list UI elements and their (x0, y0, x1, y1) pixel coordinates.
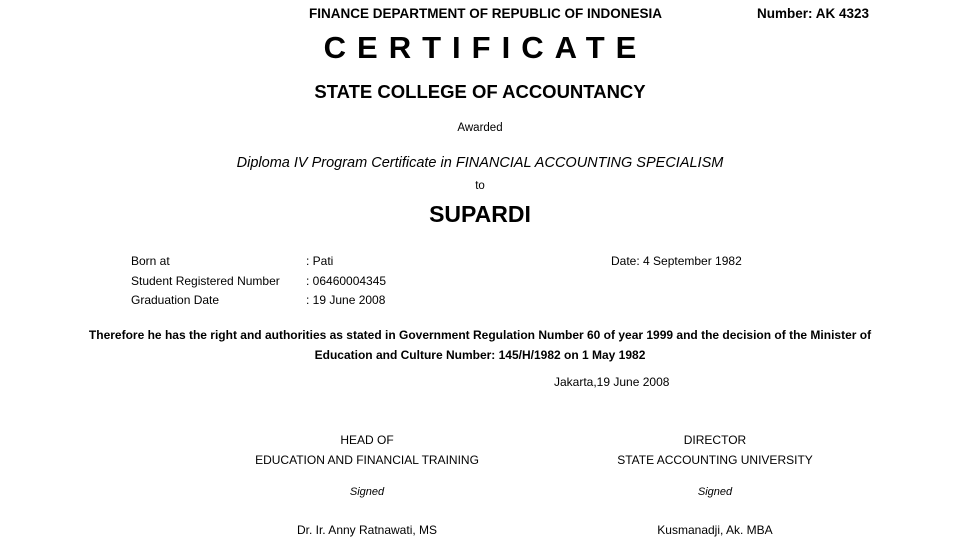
signatory-left-signature: Signed (349, 486, 385, 498)
certificate-title: CERTIFICATE (323, 30, 648, 65)
born-at-label: Born at (131, 254, 170, 268)
graduation-date-label: Graduation Date (131, 293, 220, 307)
authority-statement: Therefore he has the right and authorities as stated in Government Regulation Number 60 of year 1999 and the decision of the Minister of Education and Culture Number: 145/H/1982 on 1 May 1982 (88, 328, 872, 362)
born-at-value: : Pati (306, 254, 334, 268)
signatory-left-name: Dr. Ir. Anny Ratnawati, MS (296, 523, 438, 537)
recipient-name: SUPARDI (429, 201, 531, 227)
signatory-left-title-line1: HEAD OF (340, 433, 394, 447)
place-and-date: Jakarta,19 June 2008 (554, 375, 670, 389)
signatory-right-title-line1: DIRECTOR (683, 433, 747, 447)
program-name: Diploma IV Program Certificate in FINANCIAL ACCOUNTING SPECIALISM (236, 155, 724, 171)
signatory-right-signature: Signed (697, 486, 733, 498)
to-label: to (475, 180, 485, 192)
birth-date: Date: 4 September 1982 (611, 254, 742, 268)
awarded-label: Awarded (457, 122, 503, 134)
student-number-label: Student Registered Number (131, 274, 280, 288)
issuing-department: FINANCE DEPARTMENT OF REPUBLIC OF INDONESIA (309, 6, 663, 21)
signatory-right-title-line2: STATE ACCOUNTING UNIVERSITY (617, 453, 813, 467)
institution-name: STATE COLLEGE OF ACCOUNTANCY (314, 81, 646, 102)
certificate-number: Number: AK 4323 (757, 6, 870, 21)
student-number-value: : 06460004345 (306, 274, 387, 288)
graduation-date-value: : 19 June 2008 (306, 293, 386, 307)
signatory-left-title-line2: EDUCATION AND FINANCIAL TRAINING (255, 453, 479, 467)
signatory-right-name: Kusmanadji, Ak. MBA (657, 523, 773, 537)
